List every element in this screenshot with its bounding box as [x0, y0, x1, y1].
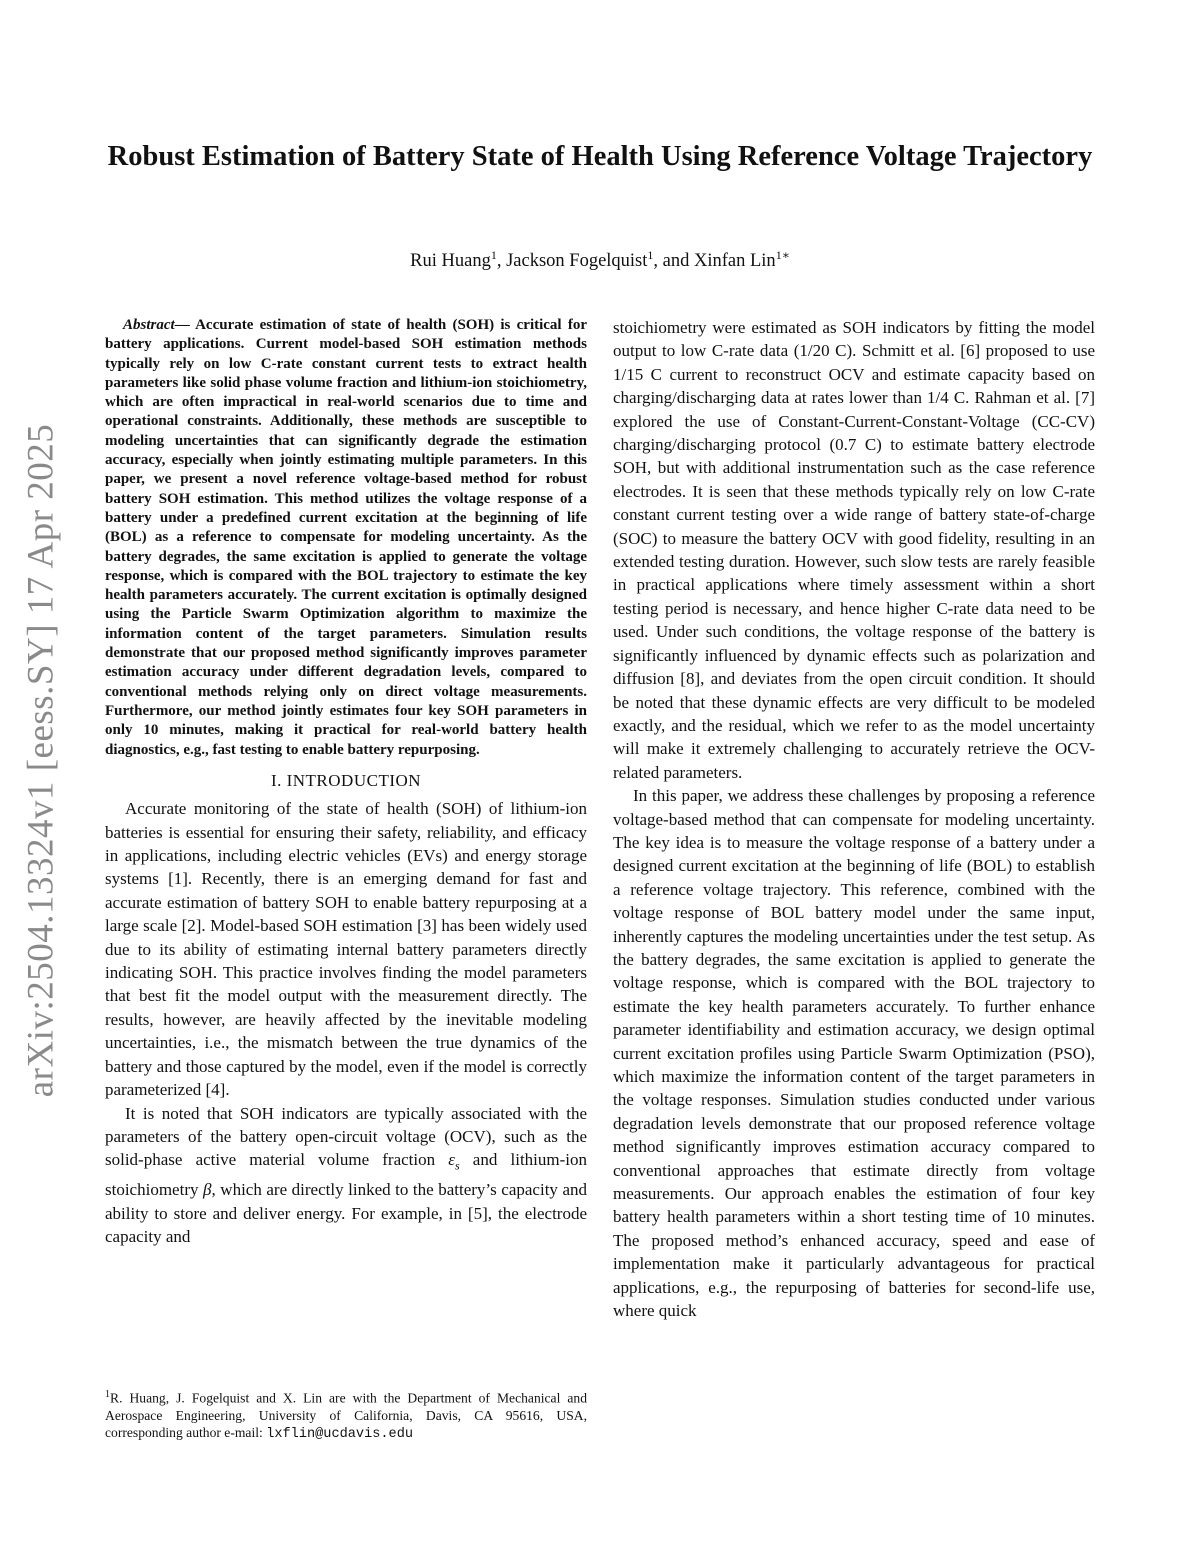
intro-paragraph: Accurate monitoring of the state of health (SOH) of lithium-ion batteries is essential for ensuring their safety, reliability, and efficacy in applications, including electric vehicles (EVs) and energy storage systems [1]. Recently, there is an emerging demand for fast and accurate estimation of battery SOH to enable battery repurposing at a large scale [2]. Model-based SOH estimation [3] has been widely used due to its ability of estimating internal battery parameters directly indicating SOH. This practice involves finding the model parameters that best fit the model output with the measurement directly. The results, however, are heavily affected by the inevitable modeling uncertainties, i.e., the mismatch between the true dynamics of the battery and those captured by the model, even if the model is correctly parameterized [4].: [105, 799, 587, 1100]
paragraph-text: , which are directly linked to the battery’s capacity and ability to store and deliver energy. For example, in [5], the electrode capacity and: [105, 1180, 588, 1246]
author-name: Jackson Fogelquist: [506, 251, 648, 272]
paper-title: Robust Estimation of Battery State of Health Using Reference Voltage Trajectory: [107, 141, 1093, 172]
right-column: [613, 316, 1095, 1322]
abstract: [105, 316, 587, 760]
author-name: Xinfan Lin: [694, 251, 776, 272]
author-affiliation-mark: 1∗: [775, 248, 790, 262]
author-email: lxflin@ucdavis.edu: [266, 1426, 414, 1442]
body-paragraph: stoichiometry were estimated as SOH indicators by fitting the model output to low C-rate data (1/20 C). Schmitt et al. [6] proposed to use 1/15 C current to reconstruct OCV and estimate capacity based on charging/discharging data at rates lower than 1/4 C. Rahman et al. [7] explored the use of Constant-Current-Constant-Voltage (CC-CV) charging/discharging protocol (0.7 C) to estimate battery electrode SOH, but with additional instrumentation such as the case reference electrodes. It is seen that these methods typically rely on low C-rate constant current testing over a wide range of battery state-of-charge (SOC) to measure the battery OCV with good fidelity, resulting in an extended testing duration. However, such slow tests are rarely feasible in practical applications where timely assessment within a short testing period is necessary, and hence higher C-rate data need to be used. Under such conditions, the voltage response of the battery is significantly influenced by dynamic effects such as polarization and diffusion [8], and deviates from the open circuit condition. It should be noted that these dynamic effects are very difficult to be modeled exactly, and the residual, which we refer to as the model uncertainty will make it extremely challenging to accurately retrieve the OCV-related parameters.: [613, 318, 1095, 782]
author-affiliation-mark: 1: [647, 248, 654, 262]
arxiv-identifier: arXiv:2504.13324v1 [eess.SY] 17 Apr 2025: [20, 423, 62, 1097]
author-affiliation-mark: 1: [490, 248, 497, 262]
math-symbol-beta: β: [203, 1180, 212, 1200]
author-name: Rui Huang: [410, 251, 491, 272]
section-heading-introduction: I. INTRODUCTION: [270, 770, 422, 790]
abstract-text: — Accurate estimation of state of health (SOH) is critical for battery applications. Current model-based SOH estimation methods typically rely on low C-rate constant current tests to extract health parameters like solid phase volume fraction and lithium-ion stoichiometry, which are often impractical in real-world scenarios due to time and operational constraints. Additionally, these methods are susceptible to modeling uncertainties that can significantly degrade the estimation accuracy, especially when jointly estimating multiple parameters. In this paper, we present a novel reference voltage-based method for robust battery SOH estimation. This method utilizes the voltage response of a battery under a predefined current excitation at the beginning of life (BOL) as a reference to compensate for modeling uncertainty. As the battery degrades, the same excitation is applied to generate the voltage response, which is compared with the BOL trajectory to estimate the key health parameters accurately. The current excitation is optimally designed using the Particle Swarm Optimization algorithm to maximize the information content of the target parameters. Simulation results demonstrate that our proposed method significantly improves parameter estimation accuracy under different degradation levels, compared to conventional methods relying only on direct voltage measurements. Furthermore, our method jointly estimates four key SOH parameters in only 10 minutes, making it practical for real-world battery health diagnostics, e.g., fast testing to enable battery repurposing.: [105, 317, 587, 758]
paragraph-text: and lithium-ion stoichiometry: [105, 1150, 587, 1200]
math-subscript-s: s: [454, 1158, 460, 1173]
footnote-mark: 1: [105, 1389, 110, 1400]
math-symbol-epsilon: ε: [448, 1150, 455, 1170]
body-paragraph: In this paper, we address these challenges by proposing a reference voltage-based method that can compensate for modeling uncertainty. The key idea is to measure the voltage response of a battery under a designed current excitation at the beginning of life (BOL) to establish a reference voltage trajectory. This reference, combined with the voltage response of BOL battery model under the same input, inherently captures the modeling uncertainties under the test setup. As the battery degrades, the same excitation is applied to generate the voltage response, which is compared with the BOL trajectory to estimate the key health parameters accurately. To further enhance parameter identifiability and estimation accuracy, we design optimal current excitation profiles using Particle Swarm Optimization (PSO), which maximize the information content of the target parameters in the voltage responses. Simulation studies conducted under various degradation levels demonstrate that our proposed reference voltage method significantly improves estimation accuracy compared to conventional approaches that estimate directly from voltage measurements. Our approach enables the estimation of four key battery health parameters within a short testing time of 10 minutes. The proposed method’s enhanced accuracy, speed and ease of implementation make it particularly advantageous for practical applications, e.g., the repurposing of batteries for second-life use, where quick: [613, 786, 1095, 1321]
footnote-text: R. Huang, J. Fogelquist and X. Lin are with the Department of Mechanical and Aerospace Engineering, University of California, Davis, CA 95616, USA, corresponding author e-mail:: [105, 1390, 587, 1440]
author-list: Rui Huang$^1$, Jackson Fogelquist$^1$, and Xinfan Lin$^{1∗}$: [410, 248, 790, 272]
arxiv-stamp: [10, 400, 72, 1120]
intro-paragraph: [105, 1102, 587, 1249]
abstract-label: Abstract: [123, 317, 175, 333]
left-column: [105, 316, 587, 1248]
footnote: [105, 1386, 587, 1443]
paragraph-text: It is noted that SOH indicators are typically associated with the parameters of the battery open-circuit voltage (OCV), such as the solid-phase active material volume fraction: [105, 1103, 587, 1170]
